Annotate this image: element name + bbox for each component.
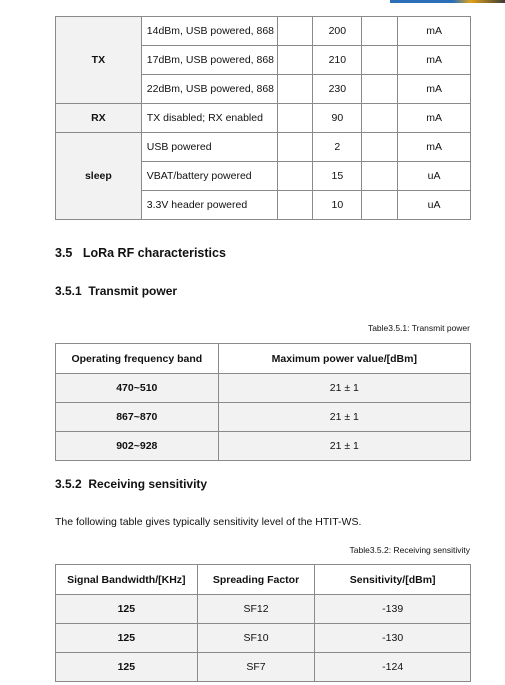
- band-cell: 470~510: [56, 374, 219, 403]
- condition-cell: USB powered: [141, 133, 277, 162]
- section-heading-3-5: [55, 246, 226, 260]
- group-label-sleep: sleep: [56, 133, 142, 220]
- band-cell: 902~928: [56, 432, 219, 461]
- table-caption: Table3.5.2: Receiving sensitivity: [349, 545, 470, 555]
- section-title: Receiving sensitivity: [88, 477, 208, 491]
- spreading-factor-cell: SF7: [197, 653, 315, 682]
- table-row: [56, 374, 471, 403]
- section-title: Transmit power: [88, 284, 178, 298]
- group-label-rx: RX: [56, 104, 142, 133]
- group-label-tx: TX: [56, 17, 142, 104]
- receiving-sensitivity-table: [55, 564, 471, 682]
- unit-cell: uA: [398, 162, 471, 191]
- value-cell: 10: [313, 191, 362, 220]
- value-cell: 200: [313, 17, 362, 46]
- table-row: [56, 104, 471, 133]
- section-title: LoRa RF characteristics: [82, 246, 226, 260]
- table-row: [56, 133, 471, 162]
- value-cell: 15: [313, 162, 362, 191]
- top-decoration-strip: [390, 0, 505, 3]
- spreading-factor-cell: SF10: [197, 624, 315, 653]
- bandwidth-cell: 125: [56, 595, 198, 624]
- table-caption: Table3.5.1: Transmit power: [367, 323, 470, 333]
- table-row: [56, 432, 471, 461]
- value-cell: 210: [313, 46, 362, 75]
- unit-cell: mA: [398, 17, 471, 46]
- table-row: [56, 653, 471, 682]
- condition-cell: 22dBm, USB powered, 868: [141, 75, 277, 104]
- section-number: 3.5.1: [55, 284, 82, 298]
- power-cell: 21 ± 1: [218, 403, 470, 432]
- bandwidth-cell: 125: [56, 653, 198, 682]
- column-header: Operating frequency band: [56, 344, 219, 374]
- value-cell: 2: [313, 133, 362, 162]
- condition-cell: 17dBm, USB powered, 868: [141, 46, 277, 75]
- condition-cell: TX disabled; RX enabled: [141, 104, 277, 133]
- unit-cell: uA: [398, 191, 471, 220]
- column-header: Sensitivity/[dBm]: [315, 565, 471, 595]
- section-heading-3-5-2: [55, 477, 207, 491]
- column-header: Spreading Factor: [197, 565, 315, 595]
- value-cell: 90: [313, 104, 362, 133]
- current-consumption-table: [55, 16, 471, 220]
- spreading-factor-cell: SF12: [197, 595, 315, 624]
- value-cell: 230: [313, 75, 362, 104]
- section-heading-3-5-1: [55, 284, 177, 298]
- column-header: Maximum power value/[dBm]: [218, 344, 470, 374]
- sensitivity-cell: -124: [315, 653, 471, 682]
- table-row: [56, 624, 471, 653]
- power-cell: 21 ± 1: [218, 374, 470, 403]
- unit-cell: mA: [398, 46, 471, 75]
- unit-cell: mA: [398, 104, 471, 133]
- power-cell: 21 ± 1: [218, 432, 470, 461]
- table-row: [56, 403, 471, 432]
- section-number: 3.5: [55, 246, 73, 260]
- body-paragraph: The following table gives typically sensitivity level of the HTIT-WS.: [55, 516, 362, 528]
- transmit-power-table: [55, 343, 471, 461]
- condition-cell: 14dBm, USB powered, 868: [141, 17, 277, 46]
- bandwidth-cell: 125: [56, 624, 198, 653]
- band-cell: 867~870: [56, 403, 219, 432]
- sensitivity-cell: -130: [315, 624, 471, 653]
- unit-cell: mA: [398, 75, 471, 104]
- table-row: [56, 17, 471, 46]
- table-row: [56, 595, 471, 624]
- column-header: Signal Bandwidth/[KHz]: [56, 565, 198, 595]
- condition-cell: 3.3V header powered: [141, 191, 277, 220]
- sensitivity-cell: -139: [315, 595, 471, 624]
- section-number: 3.5.2: [55, 477, 82, 491]
- unit-cell: mA: [398, 133, 471, 162]
- condition-cell: VBAT/battery powered: [141, 162, 277, 191]
